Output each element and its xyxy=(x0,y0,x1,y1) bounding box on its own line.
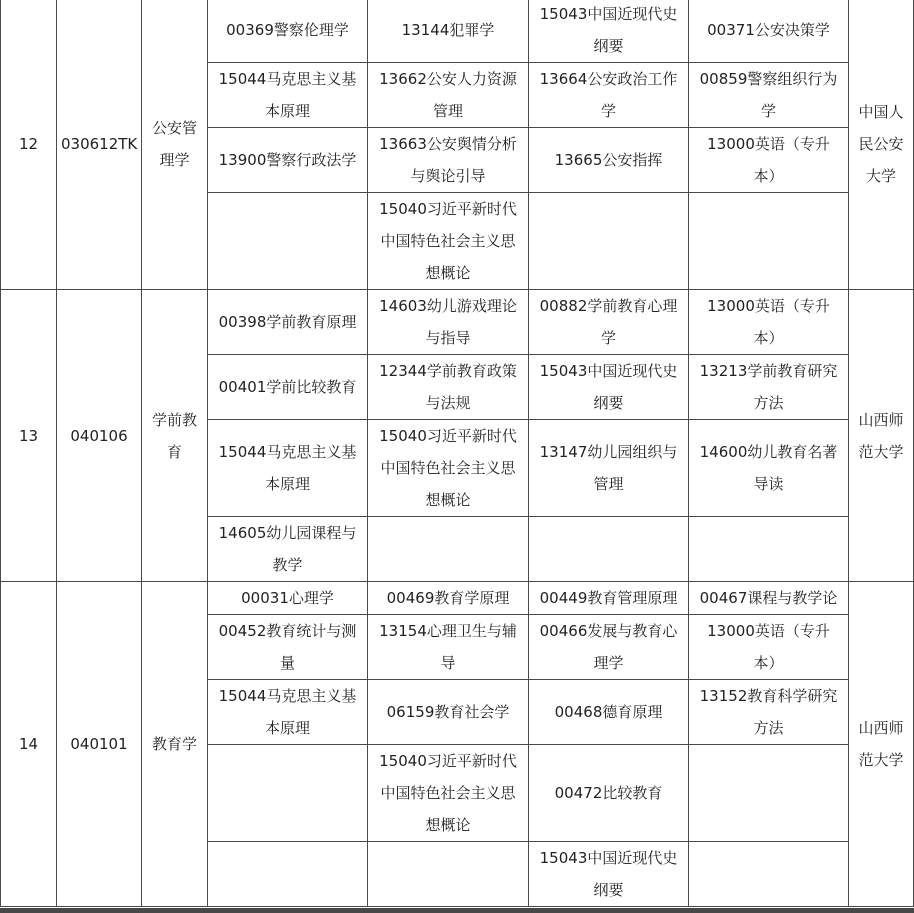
course-cell xyxy=(368,517,529,582)
course-cell: 13213学前教育研究方法 xyxy=(689,355,849,420)
university-cell: 山西师范大学 xyxy=(849,290,914,582)
row-index-cell: 12 xyxy=(1,0,57,290)
university-cell: 中国人民公安大学 xyxy=(849,0,914,290)
course-cell: 00398学前教育原理 xyxy=(208,290,368,355)
course-cell: 14603幼儿游戏理论与指导 xyxy=(368,290,529,355)
course-cell xyxy=(529,193,689,290)
major-code-cell: 040101 xyxy=(57,582,142,907)
course-cell: 15044马克思主义基本原理 xyxy=(208,420,368,517)
course-cell: 00468德育原理 xyxy=(529,680,689,745)
course-cell: 15043中国近现代史纲要 xyxy=(529,842,689,907)
course-cell: 13663公安舆情分析与舆论引导 xyxy=(368,128,529,193)
course-cell: 00031心理学 xyxy=(208,582,368,615)
course-cell: 13000英语（专升本） xyxy=(689,128,849,193)
course-cell: 15040习近平新时代中国特色社会主义思想概论 xyxy=(368,745,529,842)
table-body xyxy=(1,0,914,907)
major-name-cell: 教育学 xyxy=(142,582,208,907)
row-index-cell: 14 xyxy=(1,582,57,907)
course-cell: 14600幼儿教育名著导读 xyxy=(689,420,849,517)
course-cell: 00449教育管理原理 xyxy=(529,582,689,615)
course-cell: 13152教育科学研究方法 xyxy=(689,680,849,745)
university-cell: 山西师范大学 xyxy=(849,582,914,907)
major-code-cell: 040106 xyxy=(57,290,142,582)
course-cell xyxy=(689,745,849,842)
course-cell: 13900警察行政法学 xyxy=(208,128,368,193)
course-cell xyxy=(208,745,368,842)
course-cell: 15044马克思主义基本原理 xyxy=(208,63,368,128)
course-cell: 00467课程与教学论 xyxy=(689,582,849,615)
course-cell: 14605幼儿园课程与教学 xyxy=(208,517,368,582)
course-cell: 00882学前教育心理学 xyxy=(529,290,689,355)
major-name-cell: 学前教育 xyxy=(142,290,208,582)
course-cell: 13000英语（专升本） xyxy=(689,290,849,355)
major-name-cell: 公安管理学 xyxy=(142,0,208,290)
course-cell: 00452教育统计与测量 xyxy=(208,615,368,680)
course-cell: 15044马克思主义基本原理 xyxy=(208,680,368,745)
course-cell: 00369警察伦理学 xyxy=(208,0,368,63)
table-row xyxy=(1,582,914,615)
course-cell xyxy=(689,842,849,907)
course-cell: 06159教育社会学 xyxy=(368,680,529,745)
course-cell xyxy=(689,193,849,290)
course-cell xyxy=(208,193,368,290)
course-cell xyxy=(529,517,689,582)
course-cell: 00472比较教育 xyxy=(529,745,689,842)
course-cell: 00401学前比较教育 xyxy=(208,355,368,420)
course-cell: 13664公安政治工作学 xyxy=(529,63,689,128)
course-cell: 13662公安人力资源管理 xyxy=(368,63,529,128)
table-row xyxy=(1,0,914,63)
course-cell: 00466发展与教育心理学 xyxy=(529,615,689,680)
course-cell: 15043中国近现代史纲要 xyxy=(529,355,689,420)
course-cell: 13144犯罪学 xyxy=(368,0,529,63)
course-cell: 12344学前教育政策与法规 xyxy=(368,355,529,420)
course-cell xyxy=(689,517,849,582)
course-cell: 15043中国近现代史纲要 xyxy=(529,0,689,63)
course-cell xyxy=(368,842,529,907)
bottom-scroll-edge xyxy=(0,908,914,913)
course-cell: 13154心理卫生与辅导 xyxy=(368,615,529,680)
course-cell xyxy=(208,842,368,907)
course-cell: 13147幼儿园组织与管理 xyxy=(529,420,689,517)
major-code-cell: 030612TK xyxy=(57,0,142,290)
row-index-cell: 13 xyxy=(1,290,57,582)
table-row xyxy=(1,290,914,355)
course-cell: 00469教育学原理 xyxy=(368,582,529,615)
course-cell: 00859警察组织行为学 xyxy=(689,63,849,128)
course-cell: 15040习近平新时代中国特色社会主义思想概论 xyxy=(368,193,529,290)
course-cell: 15040习近平新时代中国特色社会主义思想概论 xyxy=(368,420,529,517)
course-cell: 13665公安指挥 xyxy=(529,128,689,193)
course-cell: 13000英语（专升本） xyxy=(689,615,849,680)
course-cell: 00371公安决策学 xyxy=(689,0,849,63)
